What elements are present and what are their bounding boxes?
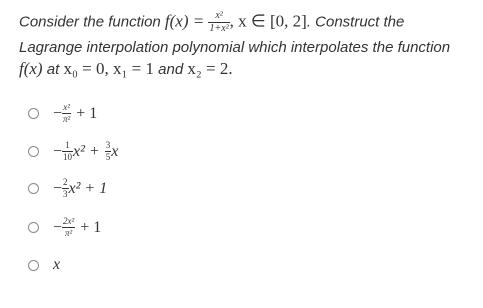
answer-option-1[interactable] [28, 103, 97, 124]
minus-sign: − [53, 142, 63, 160]
fraction-denominator: π² [63, 114, 71, 124]
radio-button[interactable] [28, 108, 39, 119]
interpolation-nodes: x₀ = 0, x₁ = 1 [63, 59, 154, 78]
answer-option-4[interactable] [28, 217, 101, 238]
fraction-numerator: 2 [63, 177, 68, 187]
fraction-denominator: 5 [105, 152, 111, 162]
fraction-denominator: 10 [63, 152, 73, 162]
answer-option-5[interactable] [28, 256, 60, 274]
minus-sign: − [53, 104, 63, 122]
option-term: x² + [73, 142, 100, 160]
radio-button[interactable] [28, 146, 39, 157]
question-instruction: . Construct the [306, 13, 405, 31]
option-fraction [62, 141, 73, 162]
question-line-3 [19, 60, 233, 77]
question-line-2: Lagrange interpolation polynomial which interpolates the function [19, 39, 451, 56]
option-expression [53, 256, 60, 274]
radio-button[interactable] [28, 260, 39, 271]
option-fraction [62, 217, 75, 238]
option-expression [53, 141, 118, 162]
option-term: x [53, 256, 61, 273]
option-expression [53, 103, 97, 124]
option-expression [53, 178, 107, 199]
interpolation-node-2: x₂ = 2. [187, 59, 233, 78]
radio-button[interactable] [28, 183, 39, 194]
minus-sign: − [53, 179, 63, 197]
option-term: x² + 1 [68, 179, 108, 197]
fraction-denominator: π² [65, 228, 73, 238]
function-name: f(x) [19, 59, 43, 78]
fraction-numerator: x² [208, 11, 229, 23]
at-word: at [42, 61, 64, 78]
function-fraction [208, 11, 229, 34]
option-term: + 1 [80, 218, 102, 236]
and-word: and [153, 61, 188, 78]
fraction-numerator: 1 [62, 141, 73, 152]
fraction-numerator: 3 [105, 140, 111, 150]
radio-button[interactable] [28, 222, 39, 233]
question-intro: Consider the function [19, 13, 165, 31]
fraction-numerator: x² [63, 102, 70, 112]
function-domain: , x ∈ [0, 2] [229, 11, 307, 31]
fraction-numerator: 2x² [63, 216, 75, 226]
option-term: + 1 [76, 104, 98, 122]
function-notation: f(x) = [164, 11, 209, 31]
question-line-1 [19, 11, 404, 34]
answer-option-2[interactable] [28, 141, 118, 162]
option-variable: x [111, 142, 119, 160]
answer-option-3[interactable] [28, 178, 107, 199]
option-fraction [62, 103, 71, 124]
fraction-denominator: 1+x² [209, 23, 229, 34]
fraction-denominator: 3 [63, 189, 68, 199]
option-expression [53, 217, 101, 238]
minus-sign: − [53, 218, 63, 236]
